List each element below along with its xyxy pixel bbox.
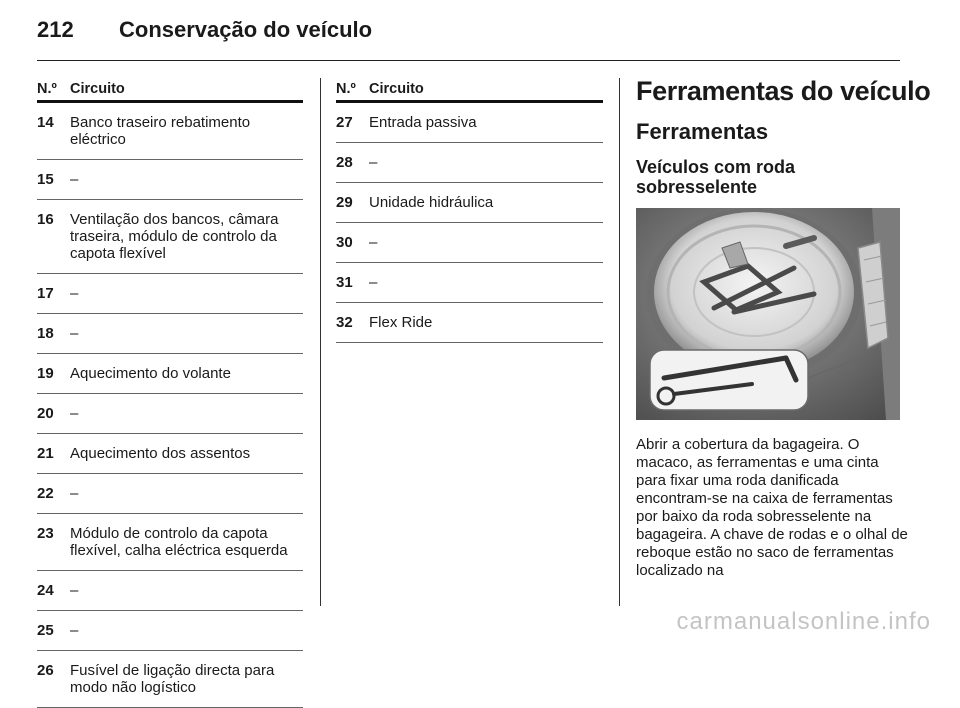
table-row [37,514,303,571]
col-circuit-header: Circuito [70,81,125,97]
watermark: carmanualsonline.info [676,608,931,635]
page-header [37,10,372,50]
fuse-number: 29 [336,194,353,211]
column-divider [619,78,620,606]
fuse-circuit: – [70,485,79,502]
table-row [37,103,303,160]
fuse-table-right [336,79,603,343]
fuse-number: 18 [37,325,54,342]
section-subsubtitle: Veículos com roda sobresselente [636,157,796,197]
fuse-number: 20 [37,405,54,422]
table-row [336,263,603,303]
fuse-number: 28 [336,154,353,171]
fuse-circuit: Aquecimento do volante [70,365,231,382]
table-header [37,79,303,103]
fuse-number: 21 [37,445,54,462]
fuse-circuit: – [70,285,79,302]
section-title: Ferramentas do veículo [636,76,931,106]
table-row [37,314,303,354]
fuse-circuit: Banco traseiro rebatimento eléctrico [70,114,251,148]
col-circuit-header: Circuito [369,81,424,97]
fuse-circuit: – [70,405,79,422]
table-row [37,611,303,651]
table-row [336,143,603,183]
fuse-number: 16 [37,211,54,228]
fuse-circuit: – [369,154,378,171]
table-row [37,571,303,611]
fuse-number: 30 [336,234,353,251]
fuse-circuit: Unidade hidráulica [369,194,494,211]
section-body: Abrir a cobertura da bagageira. O macaco, as ferramentas e uma cinta para fixar uma roda danificada encontram-se na caixa de ferramentas por baixo da roda sobresselente na bagageira. A chave de rodas e o olhal de reboque estão no saco de ferramentas localizado na [636,436,908,579]
fuse-number: 25 [37,622,54,639]
table-row [37,354,303,394]
vehicle-tools-section [636,76,931,580]
col-number-header: N.º [37,81,57,97]
section-subtitle: Ferramentas [636,119,769,144]
fuse-circuit: Aquecimento dos assentos [70,445,251,462]
header-rule [37,60,900,61]
fuse-number: 19 [37,365,54,382]
table-row [37,434,303,474]
fuse-number: 22 [37,485,54,502]
table-row [37,394,303,434]
table-row [37,474,303,514]
table-row [37,160,303,200]
page-title: Conservação do veículo [119,17,373,42]
fuse-number: 27 [336,114,353,131]
fuse-number: 24 [37,582,54,599]
fuse-number: 15 [37,171,54,188]
fuse-number: 26 [37,662,54,679]
fuse-number: 17 [37,285,54,302]
fuse-circuit: – [70,325,79,342]
fuse-circuit: – [369,274,378,291]
fuse-table-left [37,79,303,708]
table-row [37,651,303,708]
page-number: 212 [37,17,74,42]
col-number-header: N.º [336,81,356,97]
fuse-circuit: Ventilação dos bancos, câmara traseira, módulo de controlo da capota flexível [70,211,279,262]
column-divider [320,78,321,606]
fuse-number: 23 [37,525,54,542]
table-row [336,223,603,263]
fuse-circuit: – [369,234,378,251]
table-row [336,303,603,343]
table-row [336,183,603,223]
fuse-number: 31 [336,274,353,291]
fuse-circuit: Fusível de ligação directa para modo não logístico [70,662,275,696]
table-row [37,274,303,314]
fuse-circuit: – [70,582,79,599]
table-header [336,79,603,103]
fuse-circuit: Módulo de controlo da capota flexível, calha eléctrica esquerda [70,525,288,559]
table-row [336,103,603,143]
spare-wheel-tools-photo [636,208,900,420]
table-row [37,200,303,274]
fuse-number: 32 [336,314,353,331]
fuse-circuit: – [70,622,79,639]
fuse-circuit: Flex Ride [369,314,433,331]
fuse-circuit: – [70,171,79,188]
fuse-circuit: Entrada passiva [369,114,477,131]
fuse-number: 14 [37,114,54,131]
